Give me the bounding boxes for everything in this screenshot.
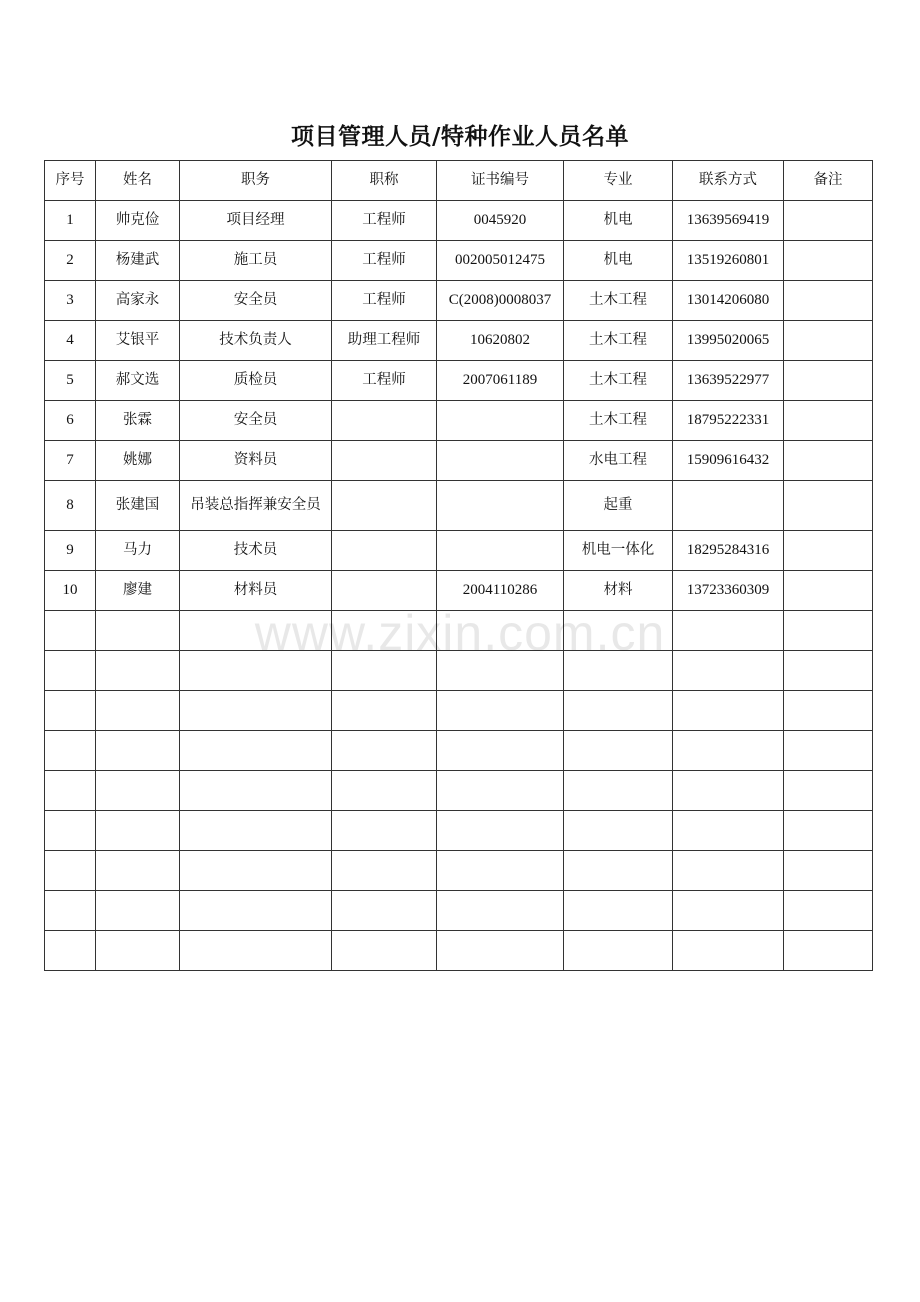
cell-title: 工程师 xyxy=(332,241,437,281)
cell-remarks xyxy=(784,201,873,241)
empty-cell xyxy=(564,651,673,691)
cell-title: 工程师 xyxy=(332,281,437,321)
cell-remarks xyxy=(784,481,873,531)
cell-position: 质检员 xyxy=(180,361,332,401)
cell-certificate-number: C(2008)0008037 xyxy=(437,281,564,321)
cell-index: 5 xyxy=(45,361,96,401)
cell-certificate-number: 2004110286 xyxy=(437,571,564,611)
empty-cell xyxy=(673,851,784,891)
table-row xyxy=(45,201,873,241)
cell-specialty: 土木工程 xyxy=(564,361,673,401)
empty-cell xyxy=(564,691,673,731)
cell-name: 高家永 xyxy=(96,281,180,321)
cell-certificate-number xyxy=(437,441,564,481)
empty-cell xyxy=(45,771,96,811)
empty-cell xyxy=(332,771,437,811)
cell-name: 张建国 xyxy=(96,481,180,531)
empty-cell xyxy=(673,611,784,651)
table-header-row xyxy=(45,161,873,201)
cell-contact: 13639569419 xyxy=(673,201,784,241)
empty-cell xyxy=(332,651,437,691)
cell-position: 施工员 xyxy=(180,241,332,281)
empty-cell xyxy=(180,651,332,691)
cell-remarks xyxy=(784,321,873,361)
cell-remarks xyxy=(784,361,873,401)
empty-cell xyxy=(673,691,784,731)
empty-cell xyxy=(673,771,784,811)
empty-cell xyxy=(96,811,180,851)
empty-cell xyxy=(180,931,332,971)
cell-title: 工程师 xyxy=(332,361,437,401)
table-row xyxy=(45,321,873,361)
cell-certificate-number: 2007061189 xyxy=(437,361,564,401)
empty-cell xyxy=(437,851,564,891)
cell-remarks xyxy=(784,241,873,281)
empty-cell xyxy=(673,891,784,931)
table-row xyxy=(45,481,873,531)
empty-cell xyxy=(332,731,437,771)
cell-certificate-number: 0045920 xyxy=(437,201,564,241)
empty-cell xyxy=(673,811,784,851)
empty-cell xyxy=(564,771,673,811)
empty-cell xyxy=(564,851,673,891)
empty-cell xyxy=(673,931,784,971)
empty-cell xyxy=(96,691,180,731)
empty-cell xyxy=(180,851,332,891)
empty-cell xyxy=(784,851,873,891)
empty-cell xyxy=(45,851,96,891)
cell-remarks xyxy=(784,401,873,441)
header-position: 职务 xyxy=(180,161,332,201)
header-contact: 联系方式 xyxy=(673,161,784,201)
empty-cell xyxy=(45,931,96,971)
empty-table-row xyxy=(45,891,873,931)
empty-cell xyxy=(784,611,873,651)
cell-specialty: 土木工程 xyxy=(564,401,673,441)
empty-cell xyxy=(45,891,96,931)
empty-cell xyxy=(45,691,96,731)
cell-contact: 15909616432 xyxy=(673,441,784,481)
cell-position: 吊装总指挥兼安全员 xyxy=(180,481,332,531)
empty-cell xyxy=(564,731,673,771)
empty-table-row xyxy=(45,731,873,771)
empty-cell xyxy=(564,891,673,931)
cell-index: 10 xyxy=(45,571,96,611)
cell-position: 技术负责人 xyxy=(180,321,332,361)
header-specialty: 专业 xyxy=(564,161,673,201)
cell-title xyxy=(332,401,437,441)
empty-cell xyxy=(96,611,180,651)
cell-position: 材料员 xyxy=(180,571,332,611)
cell-specialty: 土木工程 xyxy=(564,321,673,361)
header-index: 序号 xyxy=(45,161,96,201)
cell-index: 1 xyxy=(45,201,96,241)
header-certificate-number: 证书编号 xyxy=(437,161,564,201)
empty-cell xyxy=(96,731,180,771)
empty-table-row xyxy=(45,691,873,731)
cell-contact: 13639522977 xyxy=(673,361,784,401)
empty-cell xyxy=(437,731,564,771)
cell-name: 艾银平 xyxy=(96,321,180,361)
empty-cell xyxy=(180,771,332,811)
empty-cell xyxy=(437,611,564,651)
cell-title: 助理工程师 xyxy=(332,321,437,361)
empty-table-row xyxy=(45,851,873,891)
empty-cell xyxy=(784,891,873,931)
document-title: 项目管理人员/特种作业人员名单 xyxy=(291,124,629,150)
empty-cell xyxy=(564,811,673,851)
empty-cell xyxy=(332,851,437,891)
empty-cell xyxy=(437,891,564,931)
cell-certificate-number xyxy=(437,531,564,571)
cell-name: 帅克俭 xyxy=(96,201,180,241)
empty-cell xyxy=(180,691,332,731)
empty-cell xyxy=(45,611,96,651)
cell-certificate-number xyxy=(437,481,564,531)
cell-contact: 13014206080 xyxy=(673,281,784,321)
empty-cell xyxy=(45,731,96,771)
cell-title xyxy=(332,481,437,531)
empty-table-row xyxy=(45,811,873,851)
empty-cell xyxy=(332,811,437,851)
cell-name: 马力 xyxy=(96,531,180,571)
cell-title: 工程师 xyxy=(332,201,437,241)
cell-contact: 13723360309 xyxy=(673,571,784,611)
cell-specialty: 机电 xyxy=(564,201,673,241)
empty-cell xyxy=(96,651,180,691)
cell-index: 7 xyxy=(45,441,96,481)
empty-table-row xyxy=(45,651,873,691)
empty-table-row xyxy=(45,611,873,651)
empty-cell xyxy=(784,931,873,971)
empty-cell xyxy=(437,651,564,691)
empty-cell xyxy=(96,851,180,891)
empty-cell xyxy=(96,891,180,931)
empty-table-row xyxy=(45,931,873,971)
cell-name: 张霖 xyxy=(96,401,180,441)
empty-cell xyxy=(45,651,96,691)
empty-cell xyxy=(673,651,784,691)
cell-certificate-number xyxy=(437,401,564,441)
header-name: 姓名 xyxy=(96,161,180,201)
cell-title xyxy=(332,531,437,571)
empty-cell xyxy=(784,811,873,851)
empty-cell xyxy=(45,811,96,851)
empty-cell xyxy=(180,891,332,931)
cell-specialty: 机电 xyxy=(564,241,673,281)
cell-contact xyxy=(673,481,784,531)
empty-cell xyxy=(784,771,873,811)
empty-cell xyxy=(96,931,180,971)
empty-cell xyxy=(180,811,332,851)
cell-remarks xyxy=(784,281,873,321)
empty-cell xyxy=(332,931,437,971)
empty-cell xyxy=(673,731,784,771)
cell-remarks xyxy=(784,441,873,481)
table-row xyxy=(45,361,873,401)
cell-specialty: 材料 xyxy=(564,571,673,611)
cell-certificate-number: 002005012475 xyxy=(437,241,564,281)
cell-contact: 18295284316 xyxy=(673,531,784,571)
cell-remarks xyxy=(784,531,873,571)
empty-table-row xyxy=(45,771,873,811)
empty-cell xyxy=(564,611,673,651)
header-remarks: 备注 xyxy=(784,161,873,201)
table-row xyxy=(45,571,873,611)
cell-contact: 13519260801 xyxy=(673,241,784,281)
empty-cell xyxy=(437,691,564,731)
table-row xyxy=(45,531,873,571)
empty-cell xyxy=(96,771,180,811)
empty-cell xyxy=(564,931,673,971)
cell-name: 姚娜 xyxy=(96,441,180,481)
cell-name: 杨建武 xyxy=(96,241,180,281)
cell-specialty: 土木工程 xyxy=(564,281,673,321)
empty-cell xyxy=(180,611,332,651)
personnel-table xyxy=(44,160,873,971)
empty-cell xyxy=(437,811,564,851)
cell-contact: 18795222331 xyxy=(673,401,784,441)
empty-cell xyxy=(784,691,873,731)
empty-cell xyxy=(332,611,437,651)
empty-cell xyxy=(784,651,873,691)
empty-cell xyxy=(437,771,564,811)
header-title: 职称 xyxy=(332,161,437,201)
cell-certificate-number: 10620802 xyxy=(437,321,564,361)
cell-contact: 13995020065 xyxy=(673,321,784,361)
cell-position: 资料员 xyxy=(180,441,332,481)
cell-index: 8 xyxy=(45,481,96,531)
table-row xyxy=(45,441,873,481)
empty-cell xyxy=(332,691,437,731)
empty-cell xyxy=(437,931,564,971)
table-row xyxy=(45,401,873,441)
cell-specialty: 机电一体化 xyxy=(564,531,673,571)
cell-title xyxy=(332,441,437,481)
cell-position: 安全员 xyxy=(180,401,332,441)
table-row xyxy=(45,281,873,321)
cell-remarks xyxy=(784,571,873,611)
cell-index: 6 xyxy=(45,401,96,441)
cell-specialty: 起重 xyxy=(564,481,673,531)
cell-position: 安全员 xyxy=(180,281,332,321)
cell-index: 2 xyxy=(45,241,96,281)
watermark: www.zixin.com.cn xyxy=(254,605,666,661)
empty-cell xyxy=(784,731,873,771)
empty-cell xyxy=(180,731,332,771)
cell-position: 技术员 xyxy=(180,531,332,571)
empty-cell xyxy=(332,891,437,931)
cell-index: 4 xyxy=(45,321,96,361)
cell-specialty: 水电工程 xyxy=(564,441,673,481)
table-body xyxy=(45,201,873,971)
cell-title xyxy=(332,571,437,611)
cell-index: 9 xyxy=(45,531,96,571)
cell-name: 廖建 xyxy=(96,571,180,611)
cell-position: 项目经理 xyxy=(180,201,332,241)
cell-name: 郝文选 xyxy=(96,361,180,401)
cell-index: 3 xyxy=(45,281,96,321)
table-row xyxy=(45,241,873,281)
